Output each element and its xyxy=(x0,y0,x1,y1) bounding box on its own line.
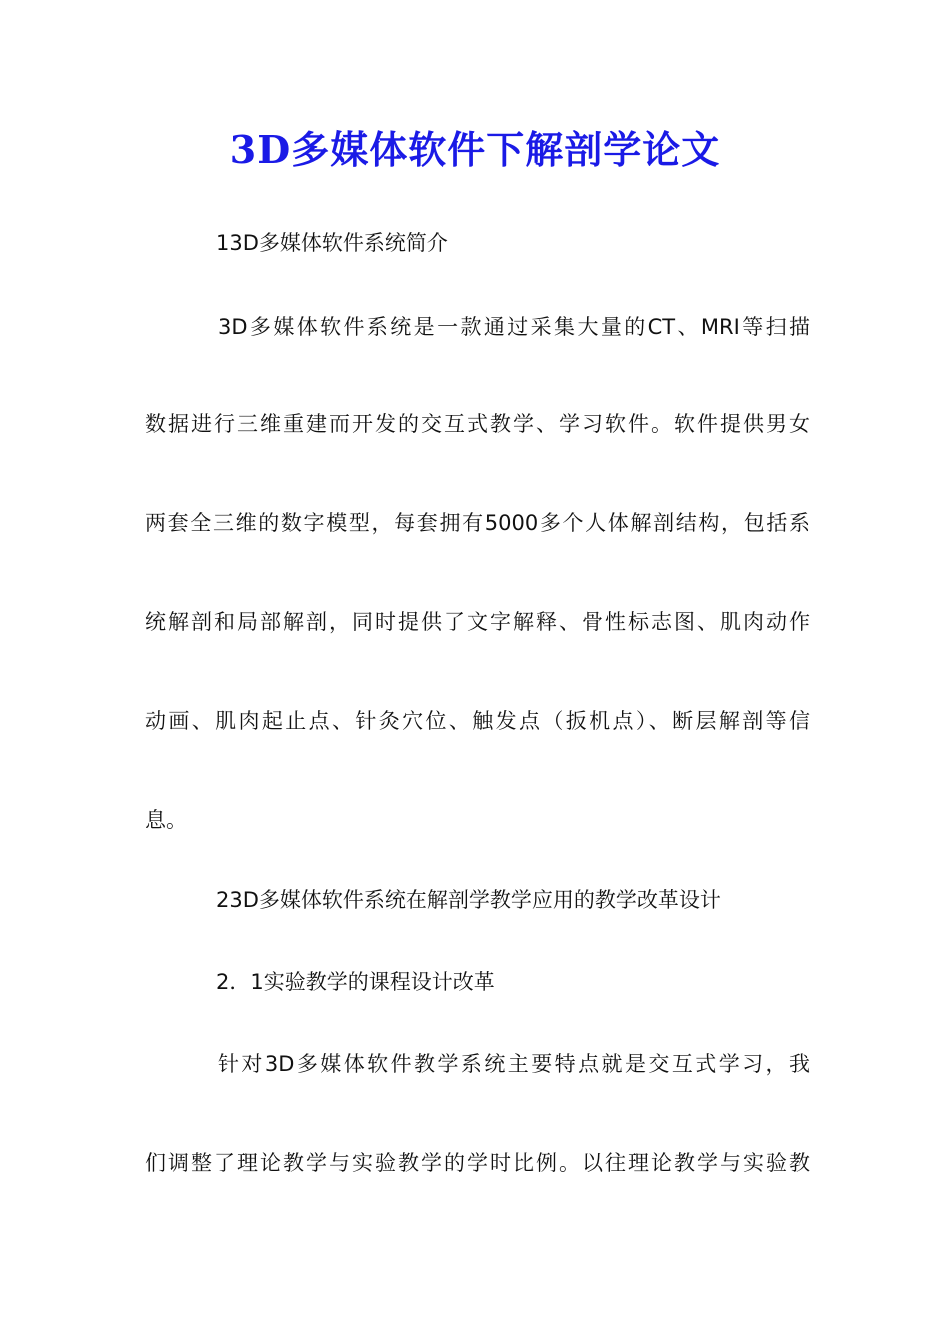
paragraph-1-line-1: 3D多媒体软件系统是一款通过采集大量的CT、MRI等扫描 xyxy=(218,315,810,339)
paragraph-1-line-3: 两套全三维的数字模型，每套拥有5000多个人体解剖结构，包括系 xyxy=(145,511,810,535)
section-heading-2: 23D多媒体软件系统在解剖学教学应用的教学改革设计 xyxy=(216,888,721,912)
section-heading-1: 13D多媒体软件系统简介 xyxy=(216,231,448,255)
paragraph-1-line-4: 统解剖和局部解剖，同时提供了文字解释、骨性标志图、肌肉动作 xyxy=(145,610,810,634)
paragraph-2-line-2: 们调整了理论教学与实验教学的学时比例。以往理论教学与实验教 xyxy=(145,1151,810,1175)
document-title: 3D多媒体软件下解剖学论文 xyxy=(229,127,721,172)
subsection-heading-2-1: 2．1实验教学的课程设计改革 xyxy=(216,970,495,994)
paragraph-2-line-1: 针对3D多媒体软件教学系统主要特点就是交互式学习，我 xyxy=(218,1052,810,1076)
paragraph-1-line-2: 数据进行三维重建而开发的交互式教学、学习软件。软件提供男女 xyxy=(145,412,810,436)
paragraph-1-line-6: 息。 xyxy=(145,808,187,832)
paragraph-1-line-5: 动画、肌肉起止点、针灸穴位、触发点（扳机点）、断层解剖等信 xyxy=(145,709,810,733)
